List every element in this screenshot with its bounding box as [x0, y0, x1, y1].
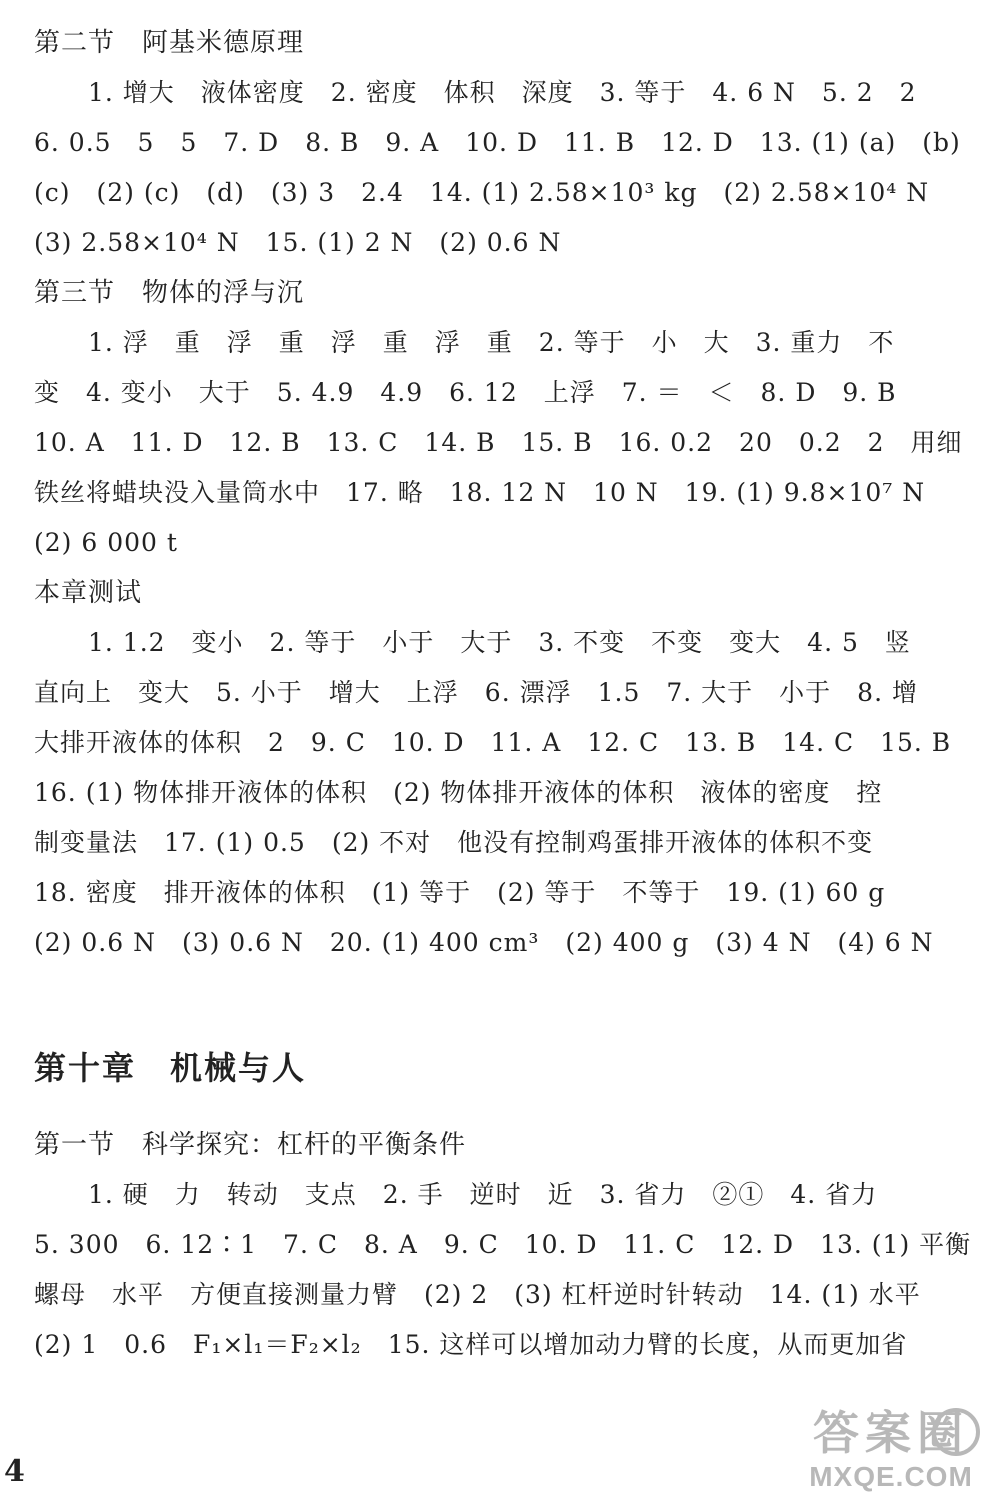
answer-line: 1. 硬 力 转动 支点 2. 手 逆时 近 3. 省力 ②① 4. 省力: [88, 1180, 878, 1209]
watermark-logo: [796, 1404, 986, 1494]
answer-line: 螺母 水平 方便直接测量力臂 (2) 2 (3) 杠杆逆时针转动 14. (1) 水平: [34, 1280, 921, 1309]
answer-line: 1. 浮 重 浮 重 浮 重 浮 重 2. 等于 小 大 3. 重力 不: [88, 328, 895, 357]
answer-line: 制变量法 17. (1) 0.5 (2) 不对 他没有控制鸡蛋排开液体的体积不变: [34, 828, 874, 857]
answer-line: (2) 1 0.6 F₁×l₁＝F₂×l₂ 15. 这样可以增加动力臂的长度，从而更加省: [34, 1330, 908, 1359]
section-heading-float-sink: 第三节 物体的浮与沉: [34, 278, 305, 308]
answer-line: (2) 0.6 N (3) 0.6 N 20. (1) 400 cm³ (2) 400 g (3) 4 N (4) 6 N: [34, 928, 934, 957]
answer-line: (c) (2) (c) (d) (3) 3 2.4 14. (1) 2.58×10³ kg (2) 2.58×10⁴ N: [34, 178, 930, 207]
section-heading-chapter-test: 本章测试: [34, 578, 143, 608]
answer-line: 10. A 11. D 12. B 13. C 14. B 15. B 16. 0.2 20 0.2 2 用细: [34, 428, 963, 457]
answer-line: 5. 300 6. 12∶1 7. C 8. A 9. C 10. D 11. C 12. D 13. (1) 平衡: [34, 1230, 972, 1259]
answer-line: 1. 增大 液体密度 2. 密度 体积 深度 3. 等于 4. 6 N 5. 2 2: [88, 78, 917, 107]
answer-line: 直向上 变大 5. 小于 增大 上浮 6. 漂浮 1.5 7. 大于 小于 8. 增: [34, 678, 918, 707]
answer-line: 变 4. 变小 大于 5. 4.9 4.9 6. 12 上浮 7. ＝ ＜ 8. D 9. B: [34, 378, 897, 407]
page-number: 4: [4, 1454, 25, 1489]
watermark-circle-icon: [932, 1408, 980, 1456]
answer-line: 铁丝将蜡块没入量筒水中 17. 略 18. 12 N 10 N 19. (1) 9.8×10⁷ N: [34, 478, 926, 507]
watermark-logo-text: [796, 1404, 986, 1462]
section-heading-lever-balance: 第一节 科学探究：杠杆的平衡条件: [34, 1130, 467, 1160]
answer-line: 18. 密度 排开液体的体积 (1) 等于 (2) 等于 不等于 19. (1) 60 g: [34, 878, 886, 907]
answer-line: 16. (1) 物体排开液体的体积 (2) 物体排开液体的体积 液体的密度 控: [34, 778, 883, 807]
answer-line: 6. 0.5 5 5 7. D 8. B 9. A 10. D 11. B 12. D 13. (1) (a) (b): [34, 128, 961, 157]
watermark-domain: MXQE.COM: [809, 1461, 973, 1492]
answer-line: 大排开液体的体积 2 9. C 10. D 11. A 12. C 13. B 14. C 15. B: [34, 728, 952, 757]
answer-line: (2) 6 000 t: [34, 528, 178, 557]
section-heading-archimedes: 第二节 阿基米德原理: [34, 28, 305, 58]
answer-line: 1. 1.2 变小 2. 等于 小于 大于 3. 不变 不变 变大 4. 5 竖: [88, 628, 911, 657]
watermark-logo-label: 答案圈: [813, 1407, 969, 1459]
answer-line: (3) 2.58×10⁴ N 15. (1) 2 N (2) 0.6 N: [34, 228, 562, 257]
chapter-title: 第十章 机械与人: [34, 1049, 307, 1087]
